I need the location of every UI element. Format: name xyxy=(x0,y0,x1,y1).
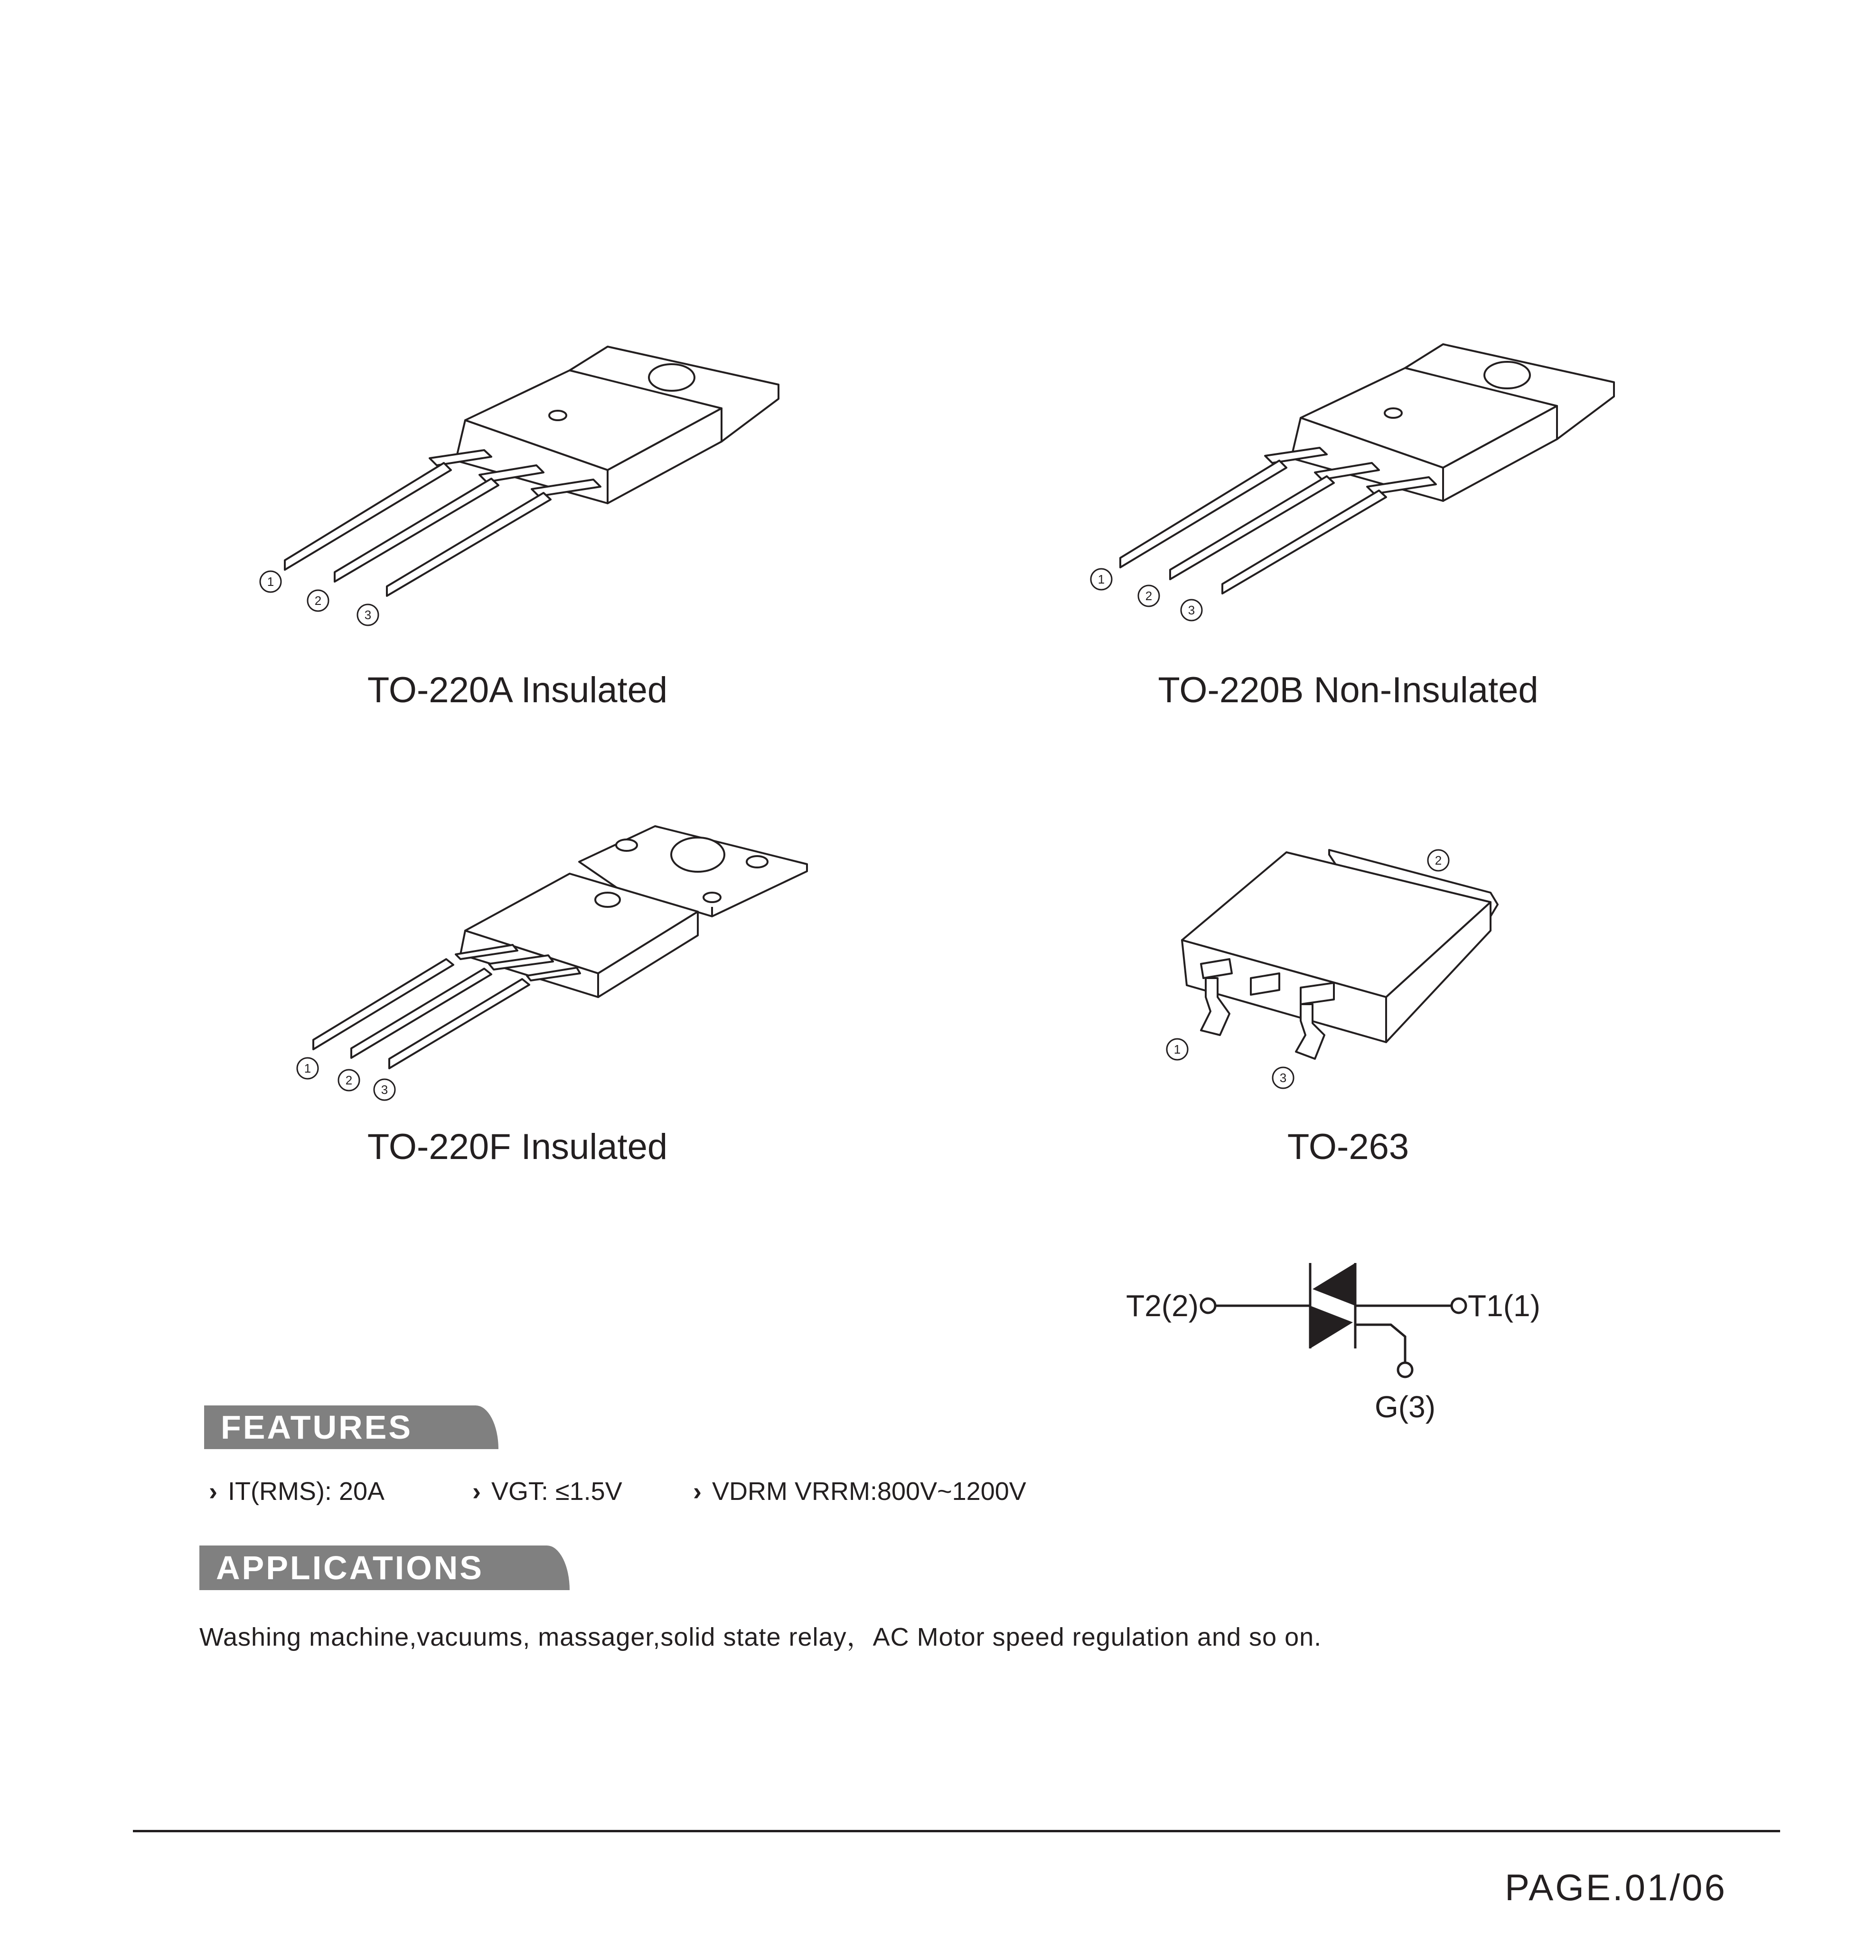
to220f-pin1-label: 1 xyxy=(304,1061,311,1075)
footer-divider xyxy=(133,1830,1780,1832)
feature-item: › VDRM VRRM:800V~1200V xyxy=(693,1477,1026,1506)
t2-terminal-label: T2(2) xyxy=(1126,1289,1199,1323)
to220a-package-drawing xyxy=(247,332,816,641)
to220b-pin2-label: 2 xyxy=(1145,589,1153,603)
to220b-pin3-label: 3 xyxy=(1188,603,1195,617)
chevron-right-icon: › xyxy=(693,1477,702,1506)
to220b-package-drawing xyxy=(1082,330,1652,639)
to220f-pin3-label: 3 xyxy=(381,1083,388,1097)
feature-item: › VGT: ≤1.5V xyxy=(472,1477,622,1506)
to220a-pin1-label: 1 xyxy=(267,575,274,589)
to220f-pin2-label: 2 xyxy=(345,1073,353,1087)
to220b-pin-markers xyxy=(1091,569,1202,621)
applications-heading: APPLICATIONS xyxy=(199,1545,570,1590)
to220b-caption: TO-220B Non-Insulated xyxy=(1158,670,1538,710)
to220a-pin2-label: 2 xyxy=(314,594,322,608)
to220b-pin1-label: 1 xyxy=(1097,572,1105,586)
to220f-pin-markers xyxy=(297,1058,395,1100)
to263-pin2-label: 2 xyxy=(1435,853,1442,867)
to263-pin3-label: 3 xyxy=(1279,1071,1287,1085)
to220f-package-drawing xyxy=(285,817,831,1102)
to263-pin1-label: 1 xyxy=(1173,1042,1181,1056)
chevron-right-icon: › xyxy=(472,1477,481,1506)
triac-upper-triangle xyxy=(1313,1263,1355,1306)
page-number: PAGE.01/06 xyxy=(1505,1866,1727,1908)
gate-terminal-label: G(3) xyxy=(1375,1390,1435,1424)
to220a-caption: TO-220A Insulated xyxy=(367,670,668,710)
triac-symbol xyxy=(1092,1253,1614,1434)
feature-item: › IT(RMS): 20A xyxy=(209,1477,385,1506)
to220a-pin3-label: 3 xyxy=(364,608,372,622)
triac-lower-triangle xyxy=(1310,1306,1353,1348)
to220f-caption: TO-220F Insulated xyxy=(367,1127,668,1167)
t1-terminal-label: T1(1) xyxy=(1468,1289,1540,1323)
to220a-pin-markers xyxy=(260,571,378,625)
to263-caption: TO-263 xyxy=(1287,1127,1409,1167)
features-heading: FEATURES xyxy=(204,1405,498,1449)
chevron-right-icon: › xyxy=(209,1477,217,1506)
applications-description: Washing machine,vacuums, massager,solid state relay，AC Motor speed regulation and so on. xyxy=(199,1623,1322,1651)
to263-package-drawing xyxy=(1158,840,1529,1106)
